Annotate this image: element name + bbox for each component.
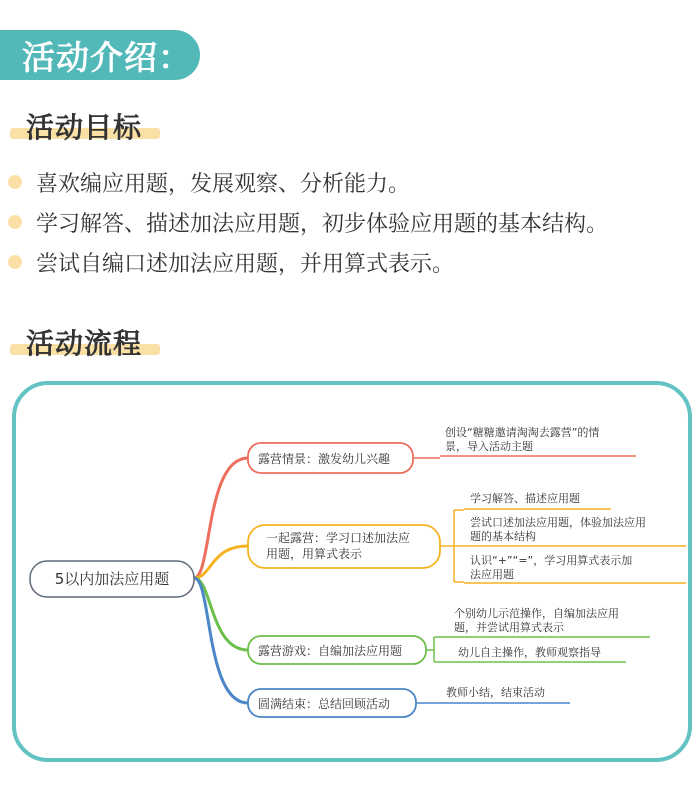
goal-text: 学习解答、描述加法应用题，初步体验应用题的基本结构。 — [36, 211, 609, 237]
branch-2-bracket — [440, 510, 464, 582]
branch-2-child-1-text: 学习解答、描述应用题 — [470, 492, 580, 505]
branch-4-label: 圆满结束：总结回顾活动 — [258, 697, 391, 711]
connector-branch-1 — [194, 458, 248, 578]
branch-1-label: 露营情景：激发幼儿兴趣 — [258, 452, 391, 466]
branch-3-child-1-text: 个别幼儿示范操作，自编加法应用 题，并尝试用算式表示 — [454, 607, 619, 634]
intro-banner: 活动介绍： — [0, 30, 200, 80]
branch-4-child-1-text: 教师小结，结束活动 — [446, 686, 545, 699]
goals-title: 活动目标 — [26, 111, 143, 144]
branch-2-child-2-text: 尝试口述加法应用题，体验加法应用 题的基本结构 — [470, 516, 646, 543]
goal-text: 喜欢编应用题，发展观察、分析能力。 — [36, 171, 411, 197]
branch-2-child-3-text: 认识“+”“=”，学习用算式表示加 法应用题 — [470, 554, 633, 581]
branch-3-bracket — [426, 637, 444, 662]
connector-branch-4 — [194, 578, 248, 703]
branch-3-label: 露营游戏：自编加法应用题 — [258, 644, 403, 658]
branch-2-label: 一起露营：学习口述加法应 用题，用算式表示 — [266, 531, 411, 561]
flow-title: 活动流程 — [26, 327, 143, 360]
branch-1-child-1-text: 创设“糖糖邀请淘淘去露营”的情 景，导入活动主题 — [445, 426, 600, 453]
mindmap-root-label: 5以内加法应用题 — [54, 570, 170, 588]
branch-3-child-2-text: 幼儿自主操作，教师观察指导 — [458, 646, 601, 659]
goal-text: 尝试自编口述加法应用题，并用算式表示。 — [36, 251, 455, 277]
